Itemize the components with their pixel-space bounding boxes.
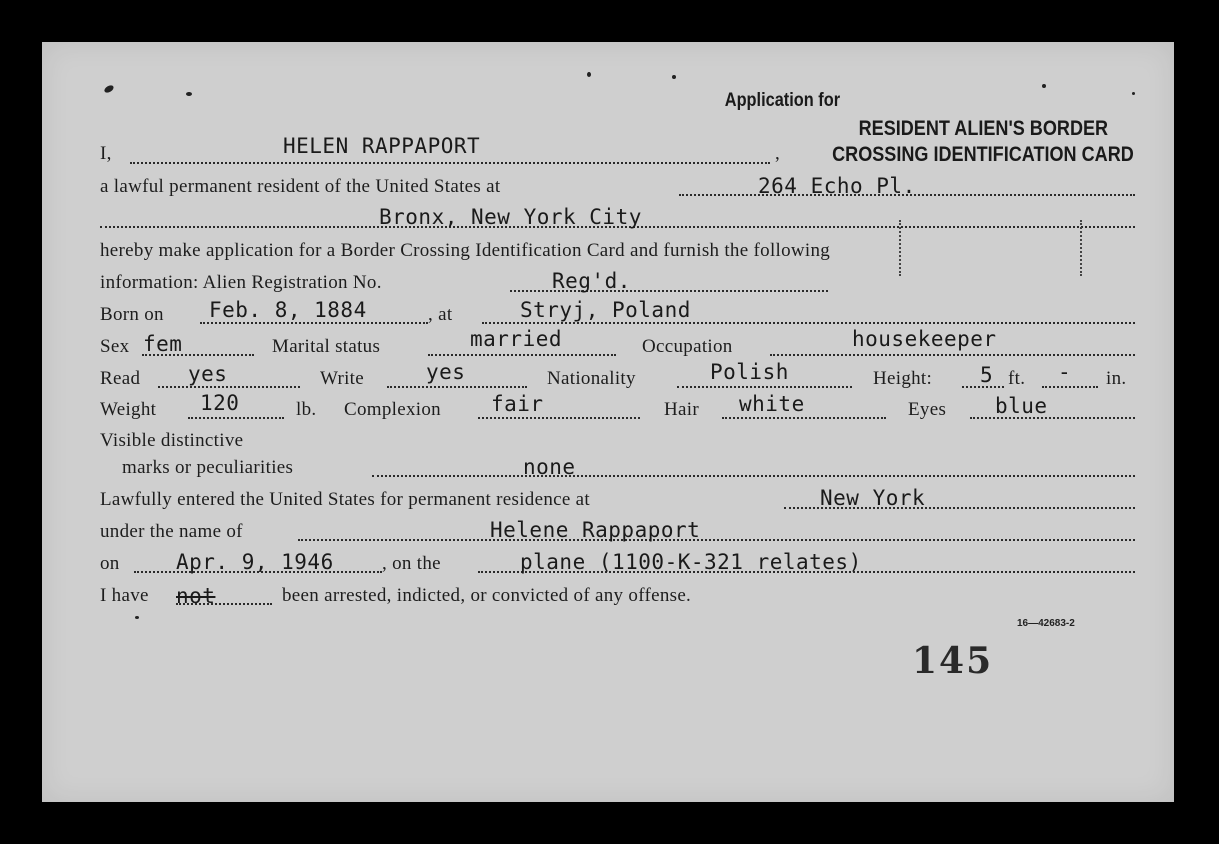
label-under: under the name of — [100, 521, 243, 542]
entry-name: Helene Rappaport — [490, 518, 701, 542]
label-arrested: been arrested, indicted, or convicted of any offense. — [282, 585, 692, 606]
label-on-the: , on the — [382, 553, 441, 574]
fold-mark — [1080, 220, 1082, 276]
label-visible: Visible distinctive — [100, 430, 244, 451]
have-not-value: not — [176, 584, 216, 608]
label-nationality: Nationality — [547, 368, 636, 389]
marital-line — [428, 354, 616, 356]
label-sex: Sex — [100, 336, 130, 357]
ink-speck — [135, 616, 139, 619]
header-line-3: CROSSING IDENTIFICATION CARD — [832, 143, 1134, 166]
label-complexion: Complexion — [344, 399, 441, 420]
complexion-line — [478, 417, 640, 419]
label-height: Height: — [873, 368, 933, 389]
complexion-value: fair — [491, 392, 544, 416]
height-feet: 5 — [980, 363, 994, 387]
label-at: , at — [428, 304, 453, 325]
address-1: 264 Echo Pl. — [758, 174, 916, 198]
applicant-name: HELEN RAPPAPORT — [283, 134, 481, 158]
ink-speck — [186, 92, 192, 96]
label-marital: Marital status — [272, 336, 381, 357]
header-line-1: Application for — [724, 90, 840, 111]
marital-value: married — [470, 327, 563, 351]
label-occupation: Occupation — [642, 336, 733, 357]
form-number: 16—42683-2 — [1017, 618, 1075, 629]
label-hair: Hair — [664, 399, 699, 420]
sex-value: fem — [143, 332, 183, 356]
ink-speck — [1042, 84, 1046, 88]
label-registration: information: Alien Registration No. — [100, 272, 382, 293]
label-write: Write — [320, 368, 364, 389]
conveyance: plane (1100-K-321 relates) — [520, 550, 862, 574]
nationality-line — [677, 386, 852, 388]
marks-line — [372, 475, 1135, 477]
label-i-have: I have — [100, 585, 149, 606]
label-marks: marks or peculiarities — [122, 457, 294, 478]
label-born-on: Born on — [100, 304, 164, 325]
label-comma: , — [775, 143, 781, 164]
border-crossing-application-card — [42, 42, 1174, 802]
write-value: yes — [426, 360, 466, 384]
label-i: I, — [100, 143, 112, 164]
label-lawfully: Lawfully entered the United States for permanent residence at — [100, 489, 590, 510]
hair-value: white — [739, 392, 805, 416]
height-inches: - — [1058, 360, 1072, 384]
weight-line — [188, 417, 284, 419]
birth-place-line — [482, 322, 1135, 324]
birth-place: Stryj, Poland — [520, 298, 691, 322]
label-eyes: Eyes — [908, 399, 947, 420]
header-line-2: RESIDENT ALIEN'S BORDER — [858, 117, 1108, 140]
registration-number: Reg'd. — [552, 269, 631, 293]
read-value: yes — [188, 362, 228, 386]
write-line — [387, 386, 527, 388]
weight-value: 120 — [200, 391, 240, 415]
entry-name-line — [298, 539, 1135, 541]
height-in-line — [1042, 386, 1098, 388]
marks-value: none — [523, 455, 576, 479]
label-weight: Weight — [100, 399, 157, 420]
card-number: 145 — [912, 640, 994, 682]
eyes-value: blue — [995, 394, 1048, 418]
ink-speck — [103, 84, 115, 94]
nationality-value: Polish — [710, 360, 789, 384]
ink-speck — [587, 72, 591, 77]
ink-speck — [672, 75, 676, 79]
label-lb: lb. — [296, 399, 317, 420]
birth-date-line — [200, 322, 428, 324]
occupation-line — [770, 354, 1135, 356]
label-resident: a lawful permanent resident of the United States at — [100, 176, 501, 197]
entry-date: Apr. 9, 1946 — [176, 550, 334, 574]
name-line — [130, 162, 770, 164]
ink-speck — [1132, 92, 1135, 95]
port-of-entry: New York — [820, 486, 926, 510]
birth-date: Feb. 8, 1884 — [209, 298, 367, 322]
label-ft: ft. — [1008, 368, 1026, 389]
label-on: on — [100, 553, 120, 574]
fold-mark — [899, 220, 901, 276]
label-hereby: hereby make application for a Border Crossing Identification Card and furnish the following — [100, 240, 831, 261]
label-read: Read — [100, 368, 141, 389]
occupation-value: housekeeper — [852, 327, 997, 351]
hair-line — [722, 417, 886, 419]
label-in: in. — [1106, 368, 1127, 389]
read-line — [158, 386, 300, 388]
address-2: Bronx, New York City — [379, 205, 642, 229]
